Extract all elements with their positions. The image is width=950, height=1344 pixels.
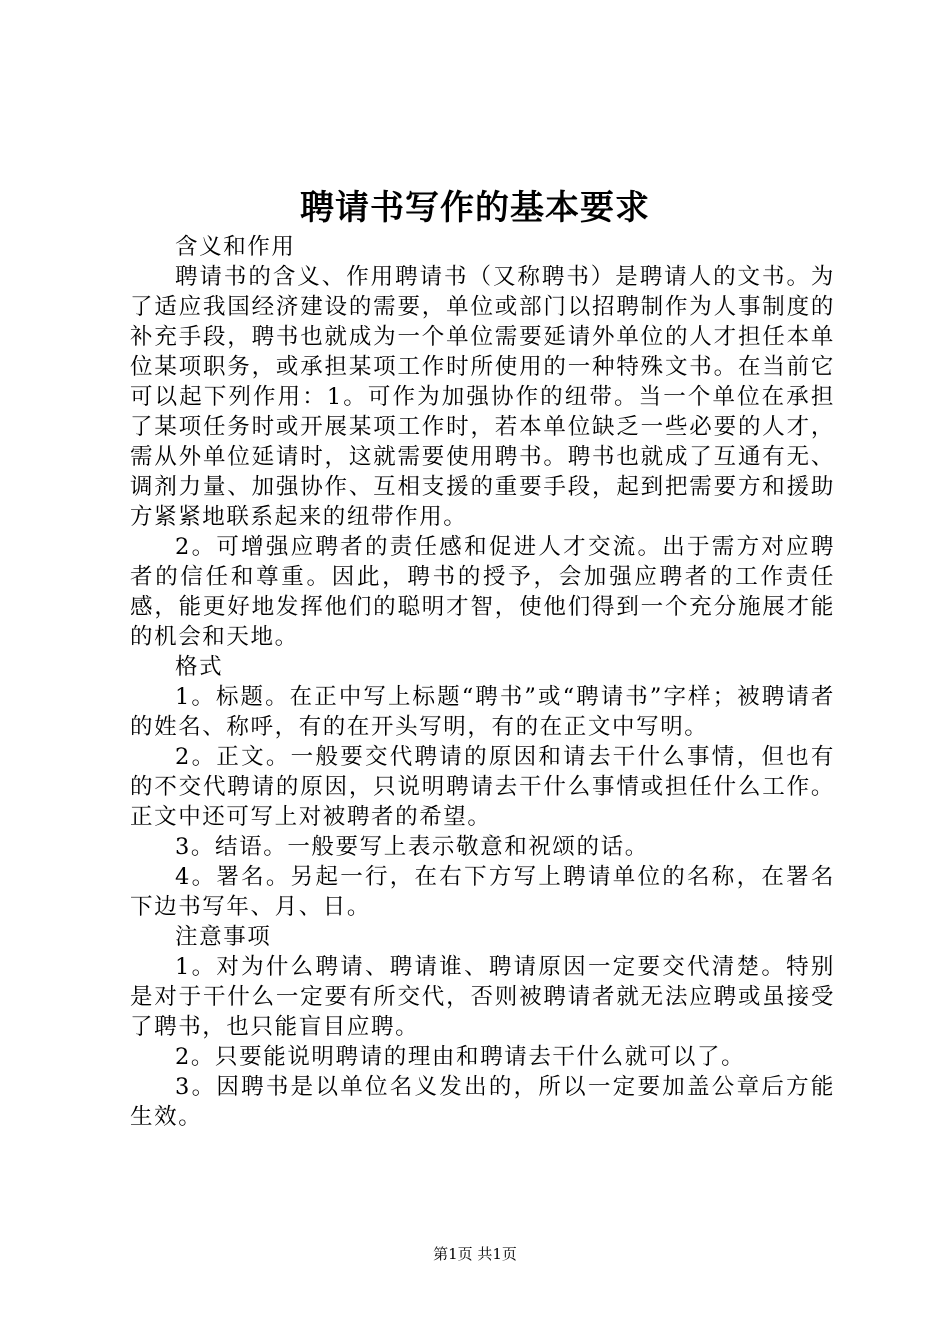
paragraph-format-title: 1。标题。在正中写上标题“聘书”或“聘请书”字样；被聘请者的姓名、称呼，有的在开头写明，有的在正文中写明。 xyxy=(130,684,835,740)
paragraph-format-closing: 3。结语。一般要写上表示敬意和祝颂的话。 xyxy=(175,834,649,860)
paragraph-format-body: 2。正文。一般要交代聘请的原因和请去干什么事情，但也有的不交代聘请的原因，只说明聘请去干什么事情或担任什么工作。正文中还可写上对被聘者的希望。 xyxy=(130,744,835,830)
page-footer: 第1页 共1页 xyxy=(433,1245,517,1263)
document-body xyxy=(130,232,835,1132)
paragraph-note-2: 2。只要能说明聘请的理由和聘请去干什么就可以了。 xyxy=(175,1044,746,1070)
paragraph-note-1: 1。对为什么聘请、聘请谁、聘请原因一定要交代清楚。特别是对于干什么一定要有所交代，否则被聘请者就无法应聘或虽接受了聘书，也只能盲目应聘。 xyxy=(130,954,835,1040)
section-heading-meaning: 含义和作用 xyxy=(175,234,296,260)
paragraph-meaning-role: 聘请书的含义、作用聘请书（又称聘书）是聘请人的文书。为了适应我国经济建设的需要，单位或部门以招聘制作为人事制度的补充手段，聘书也就成为一个单位需要延请外单位的人才担任本单位某项职务，或承担某项工作时所使用的一种特殊文书。在当前它可以起下列作用：1。可作为加强协作的纽带。当一个单位在承担了某项任务时或开展某项工作时，若本单位缺乏一些必要的人才，需从外单位延请时，这就需要使用聘书。聘书也就成了互通有无、调剂力量、加强协作、互相支援的重要手段，起到把需要方和援助方紧紧地联系起来的纽带作用。 xyxy=(130,264,835,530)
paragraph-note-3: 3。因聘书是以单位名义发出的，所以一定要加盖公章后方能生效。 xyxy=(130,1074,835,1130)
paragraph-format-signature: 4。署名。另起一行，在右下方写上聘请单位的名称，在署名下边书写年、月、日。 xyxy=(130,864,835,920)
paragraph-responsibility: 2。可增强应聘者的责任感和促进人才交流。出于需方对应聘者的信任和尊重。因此，聘书的授予，会加强应聘者的工作责任感，能更好地发挥他们的聪明才智，使他们得到一个充分施展才能的机会和天地。 xyxy=(130,534,835,650)
section-heading-notes: 注意事项 xyxy=(175,924,272,950)
section-heading-format: 格式 xyxy=(175,654,224,680)
document-title: 聘请书写作的基本要求 xyxy=(300,188,650,228)
